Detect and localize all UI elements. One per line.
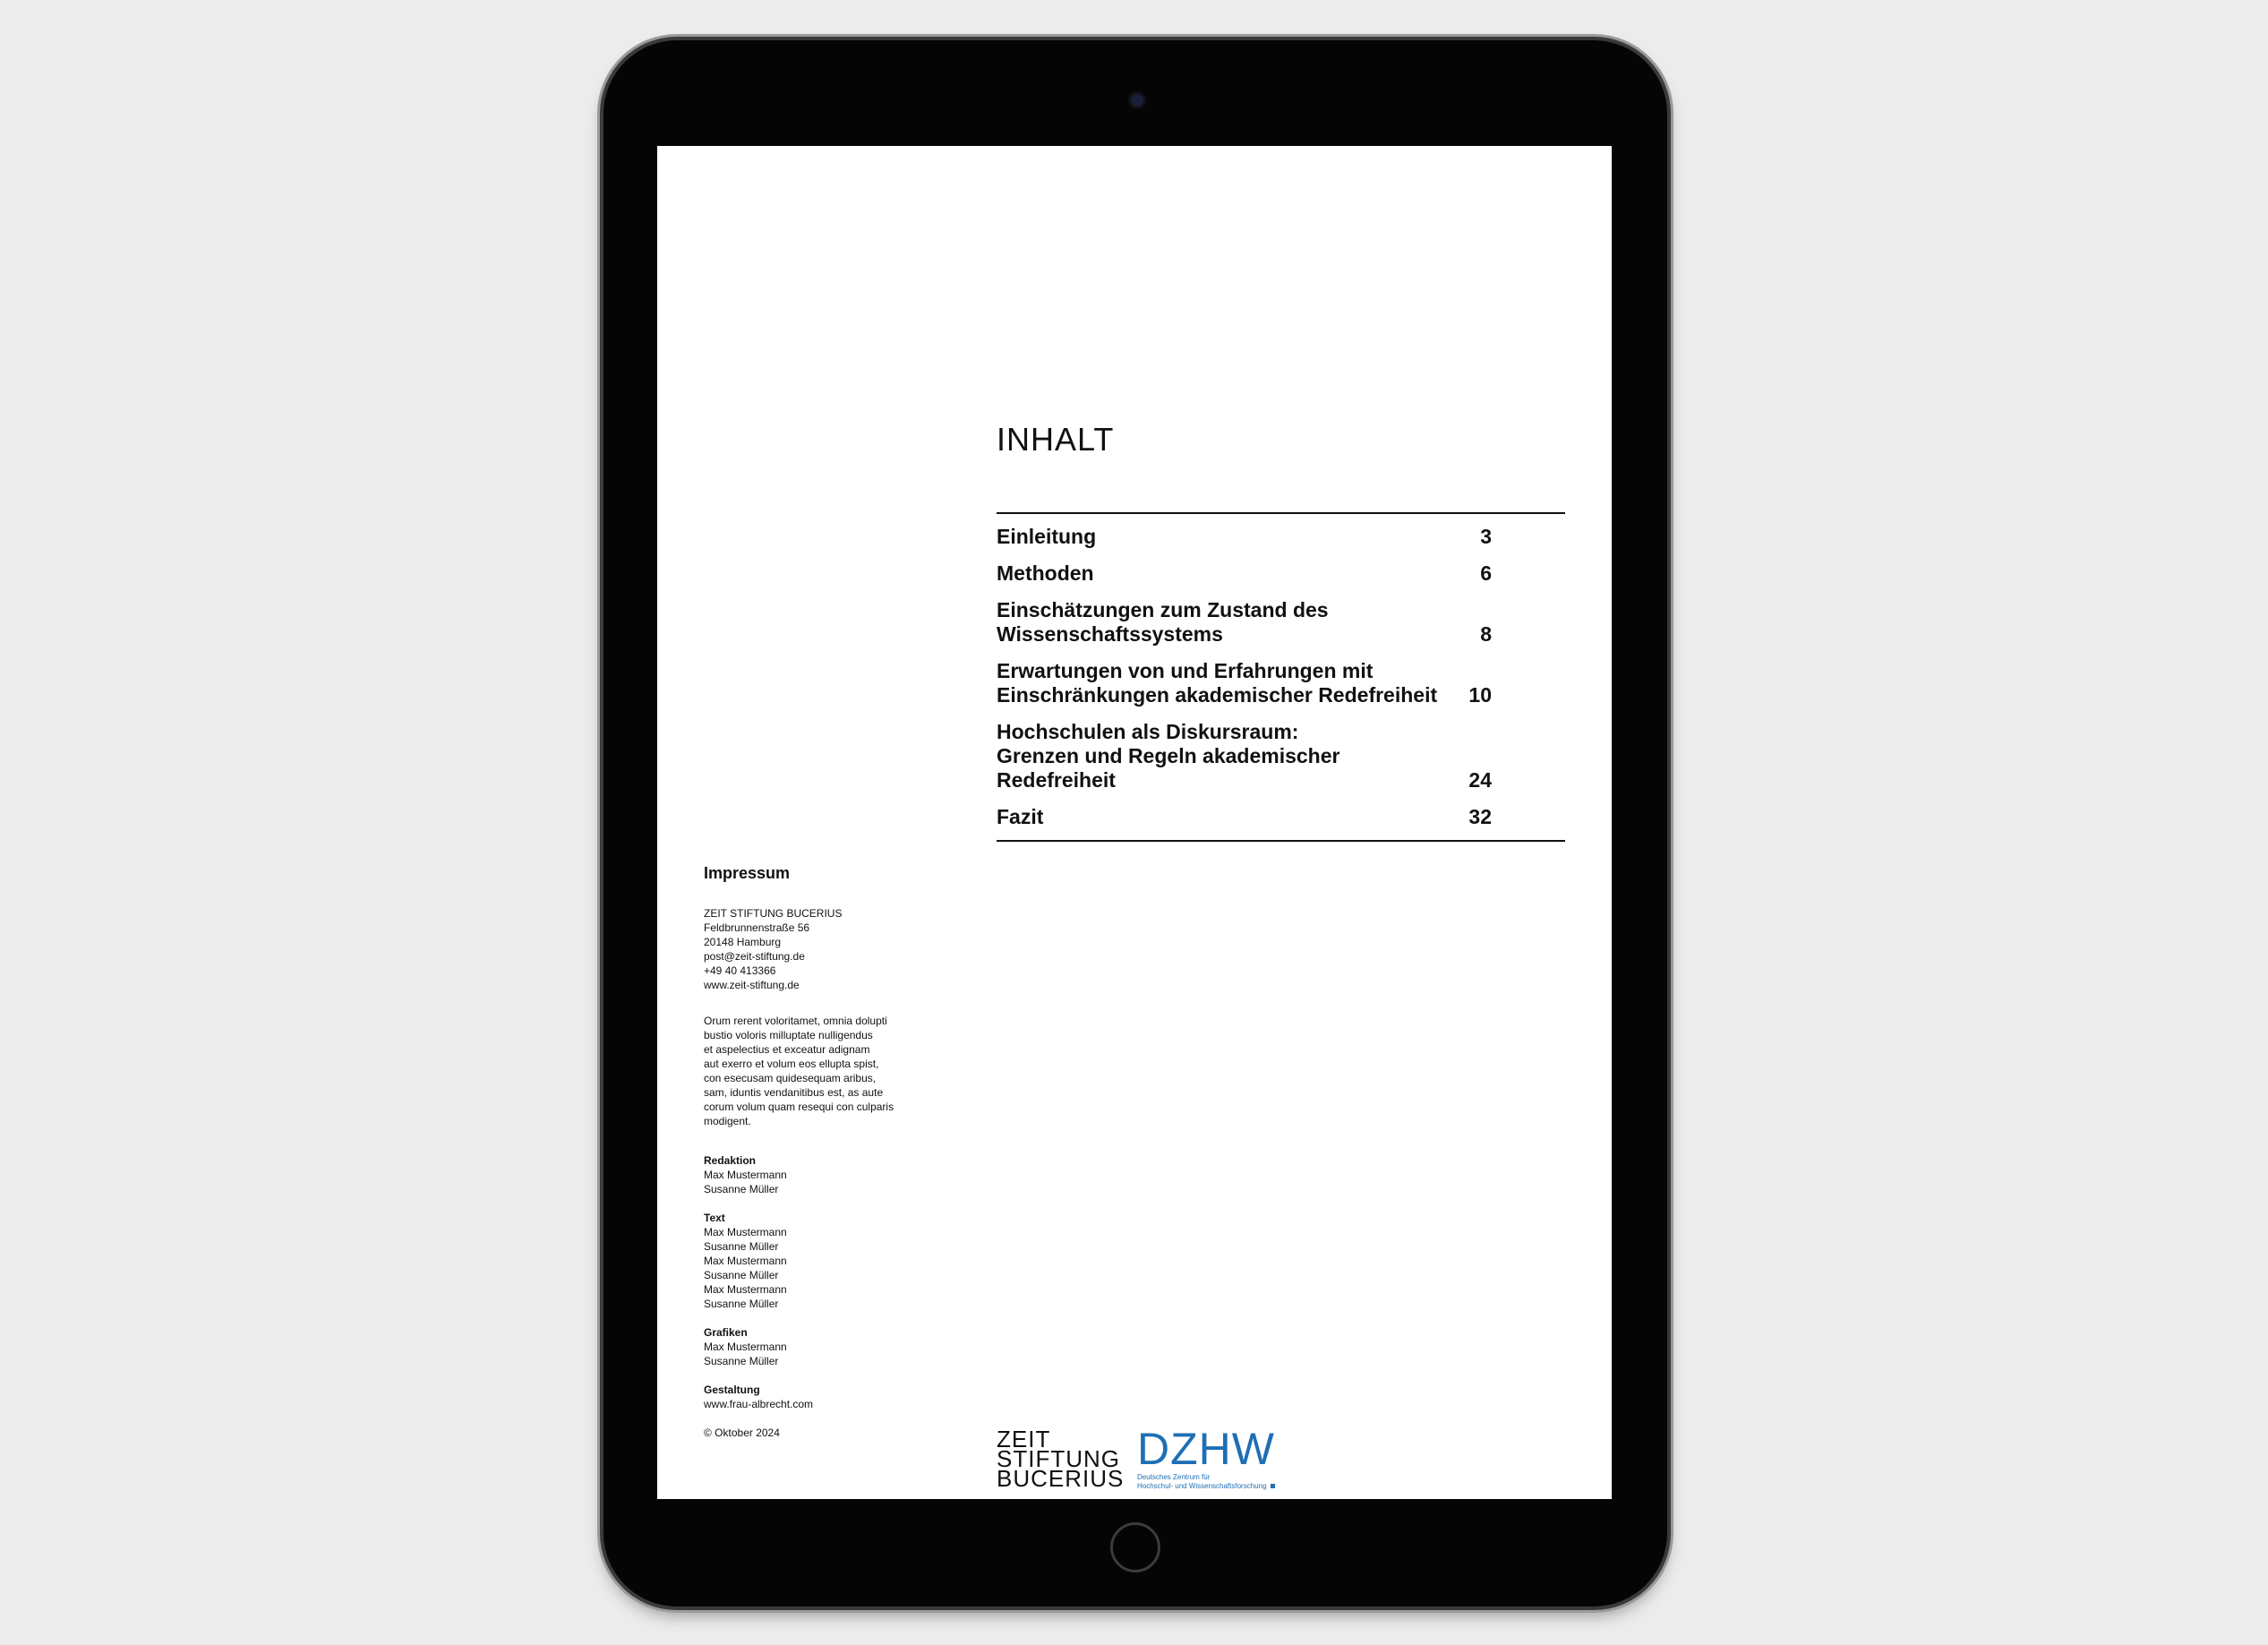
- impressum-body: Orum rerent voloritamet, omnia dolupti bustio voloris milluptate nulligendus et aspelectius et exceatur adignam aut exerro et volum eos ellupta spist, con esecusam quidesequam aribus, sam, iduntis vendanitibus est, as aute corum volum quam resequi con culparis modigent.: [704, 1015, 894, 1127]
- toc-entry[interactable]: [997, 561, 1565, 586]
- toc-entry-label: Einleitung: [997, 525, 1097, 548]
- impressum-title: Impressum: [704, 864, 791, 882]
- impressum-section-heading: Gestaltung: [704, 1384, 760, 1396]
- impressum-section-lines: Max Mustermann Susanne Müller: [704, 1341, 787, 1367]
- tablet-frame: [603, 40, 1667, 1606]
- toc-entry[interactable]: [997, 525, 1565, 549]
- table-of-contents: [997, 512, 1565, 842]
- toc-entry-label: Fazit: [997, 805, 1044, 828]
- toc-entry-page: 8: [1480, 622, 1492, 646]
- document-page: [657, 146, 1612, 1499]
- toc-entry-page: 6: [1480, 561, 1492, 585]
- impressum-section: [704, 1153, 937, 1196]
- toc-entry-label: Erwartungen von und Erfahrungen mit Einschränkungen akademischer Redefreiheit: [997, 659, 1438, 707]
- toc-entry[interactable]: [997, 659, 1565, 707]
- page-title: INHALT: [997, 421, 1115, 458]
- toc-entry-label: Einschätzungen zum Zustand des Wissenschaftssystems: [997, 598, 1329, 646]
- toc-entry-label: Hochschulen als Diskursraum: Grenzen und Regeln akademischer Redefreiheit: [997, 720, 1340, 792]
- impressum-section-heading: Text: [704, 1212, 725, 1224]
- impressum-column: [704, 864, 937, 1454]
- toc-entry[interactable]: [997, 598, 1565, 647]
- dzhw-logo-subtitle-text: Deutsches Zentrum für Hochschul- und Wissenschaftsforschung: [1137, 1473, 1267, 1490]
- camera-icon: [1131, 94, 1143, 107]
- dzhw-logo-text: DZHW: [1137, 1424, 1275, 1474]
- toc-entry-page: 10: [1468, 683, 1492, 707]
- impressum-address: ZEIT STIFTUNG BUCERIUS Feldbrunnenstraße 56 20148 Hamburg post@zeit-stiftung.de +49 40 413366 www.zeit-stiftung.de: [704, 907, 843, 991]
- impressum-section: [704, 1325, 937, 1368]
- impressum-section-lines: Max Mustermann Susanne Müller: [704, 1169, 787, 1195]
- impressum-section-lines: Max Mustermann Susanne Müller Max Mustermann Susanne Müller Max Mustermann Susanne Müller: [704, 1226, 787, 1310]
- impressum-section-heading: Grafiken: [704, 1326, 748, 1339]
- toc-entry-label: Methoden: [997, 561, 1094, 585]
- toc-entry[interactable]: [997, 805, 1565, 829]
- toc-entry-page: 32: [1468, 805, 1492, 828]
- impressum-copyright: © Oktober 2024: [704, 1427, 780, 1439]
- impressum-section-heading: Redaktion: [704, 1154, 757, 1167]
- zeit-stiftung-logo: ZEIT STIFTUNG BUCERIUS: [997, 1426, 1125, 1492]
- impressum-section: [704, 1211, 937, 1311]
- toc-entry[interactable]: [997, 720, 1565, 793]
- impressum-section-lines: www.frau-albrecht.com: [704, 1398, 814, 1410]
- toc-entry-page: 24: [1468, 768, 1492, 792]
- impressum-section: [704, 1383, 937, 1411]
- dzhw-square-icon: [1271, 1484, 1275, 1488]
- toc-entry-page: 3: [1480, 525, 1492, 548]
- dzhw-logo-subtitle: [1137, 1473, 1316, 1491]
- dzhw-logo: [1137, 1424, 1316, 1491]
- home-button[interactable]: [1110, 1522, 1160, 1572]
